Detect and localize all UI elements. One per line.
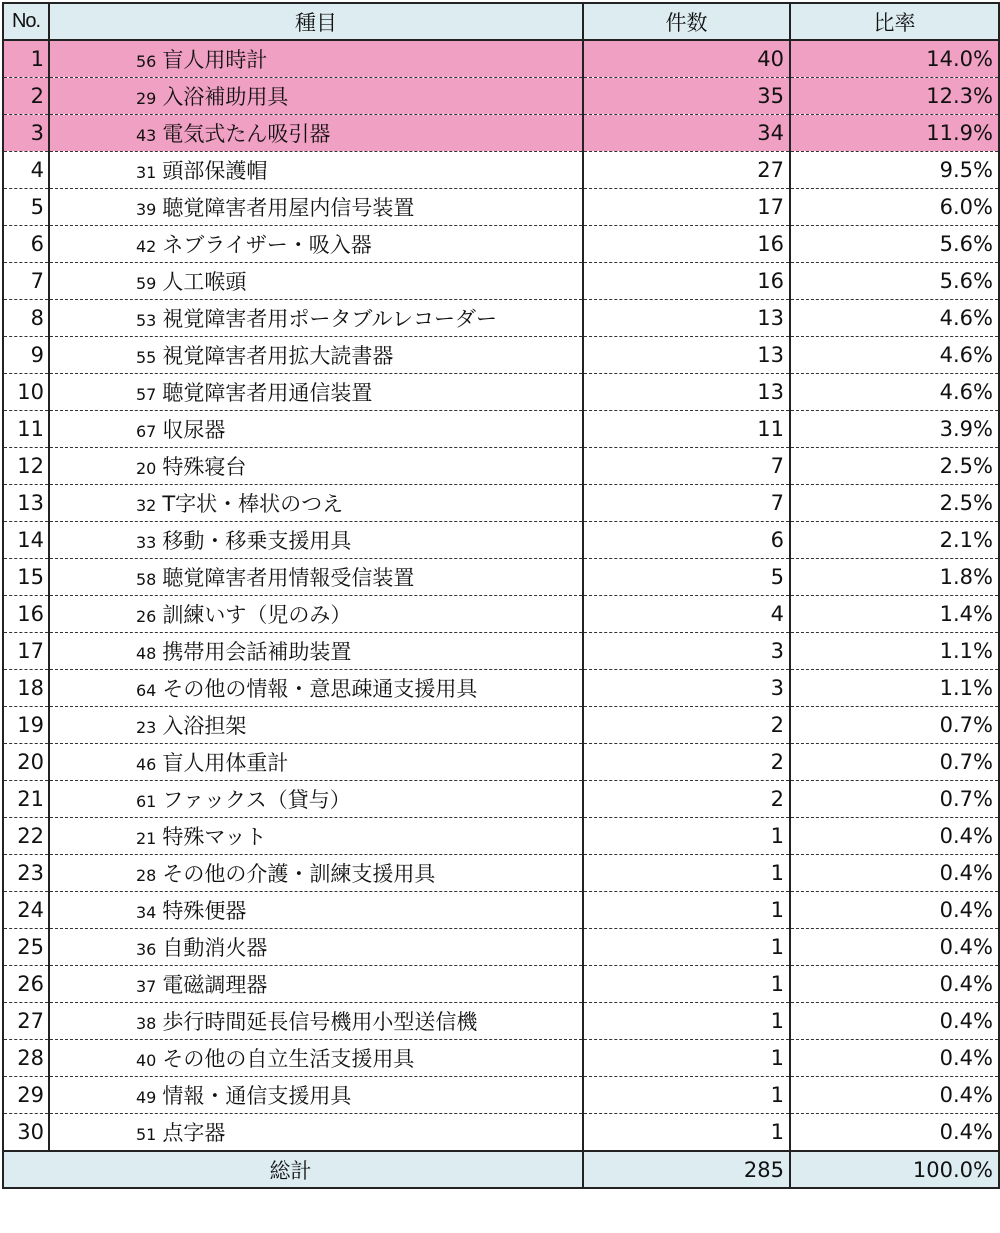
row-count: 7 [583,485,790,522]
row-item [49,1077,583,1114]
row-code: 58 [136,570,157,589]
row-count: 1 [583,855,790,892]
row-ratio: 0.4% [790,966,999,1003]
row-item [49,966,583,1003]
row-code: 28 [136,866,157,885]
table-row [3,855,999,892]
row-name: その他の介護・訓練支援用具 [162,862,436,886]
row-code: 61 [136,792,157,811]
row-name: 特殊寝台 [162,455,247,479]
row-name: T字状・棒状のつえ [162,492,344,516]
row-count: 40 [583,40,790,78]
row-code: 33 [136,533,157,552]
row-item [49,300,583,337]
row-no: 20 [3,744,49,781]
equipment-table [2,2,1000,1189]
row-no: 8 [3,300,49,337]
row-name: 自動消火器 [162,936,268,960]
row-no: 24 [3,892,49,929]
row-name: 収尿器 [162,418,226,442]
row-ratio: 12.3% [790,78,999,115]
row-code: 37 [136,977,157,996]
row-code: 26 [136,607,157,626]
row-ratio: 5.6% [790,263,999,300]
row-code: 21 [136,829,157,848]
header-count: 件数 [583,3,790,40]
row-ratio: 0.4% [790,1040,999,1077]
row-no: 18 [3,670,49,707]
row-no: 26 [3,966,49,1003]
row-ratio: 0.7% [790,744,999,781]
row-count: 1 [583,966,790,1003]
row-ratio: 4.6% [790,374,999,411]
row-count: 6 [583,522,790,559]
table-row [3,1040,999,1077]
row-code: 46 [136,755,157,774]
row-item [49,818,583,855]
row-ratio: 0.7% [790,707,999,744]
row-count: 2 [583,744,790,781]
row-item [49,374,583,411]
row-code: 32 [136,496,157,515]
table-row [3,1077,999,1114]
row-item [49,670,583,707]
row-ratio: 4.6% [790,337,999,374]
row-ratio: 1.1% [790,670,999,707]
table-row [3,1003,999,1040]
row-count: 2 [583,707,790,744]
table-row [3,929,999,966]
row-no: 14 [3,522,49,559]
row-code: 42 [136,237,157,256]
row-item [49,1003,583,1040]
row-name: その他の情報・意思疎通支援用具 [162,677,478,701]
row-code: 39 [136,200,157,219]
row-ratio: 14.0% [790,40,999,78]
row-code: 51 [136,1125,157,1144]
row-ratio: 5.6% [790,226,999,263]
row-no: 2 [3,78,49,115]
table-row [3,559,999,596]
row-count: 3 [583,670,790,707]
row-name: 点字器 [162,1121,226,1145]
row-count: 35 [583,78,790,115]
row-item [49,522,583,559]
row-count: 1 [583,1040,790,1077]
row-name: 歩行時間延長信号機用小型送信機 [162,1010,478,1034]
row-item [49,744,583,781]
table-row [3,300,999,337]
table-row [3,522,999,559]
row-ratio: 2.5% [790,448,999,485]
table-row [3,781,999,818]
row-name: 入浴補助用具 [162,85,289,109]
row-item [49,226,583,263]
row-code: 55 [136,348,157,367]
row-no: 1 [3,40,49,78]
row-no: 22 [3,818,49,855]
row-name: 聴覚障害者用情報受信装置 [162,566,415,590]
row-count: 1 [583,1003,790,1040]
row-count: 1 [583,929,790,966]
row-count: 16 [583,226,790,263]
table-row [3,78,999,115]
row-no: 5 [3,189,49,226]
total-ratio: 100.0% [790,1151,999,1188]
row-code: 20 [136,459,157,478]
row-code: 40 [136,1051,157,1070]
row-name: 情報・通信支援用具 [162,1084,352,1108]
row-ratio: 11.9% [790,115,999,152]
row-name: 視覚障害者用ポータブルレコーダー [162,307,497,331]
row-item [49,707,583,744]
row-no: 23 [3,855,49,892]
row-no: 16 [3,596,49,633]
row-code: 23 [136,718,157,737]
row-code: 34 [136,903,157,922]
table-row [3,744,999,781]
row-item [49,337,583,374]
row-item [49,855,583,892]
row-count: 4 [583,596,790,633]
table-row [3,485,999,522]
row-no: 7 [3,263,49,300]
table-row [3,263,999,300]
row-no: 27 [3,1003,49,1040]
table-row [3,670,999,707]
row-count: 5 [583,559,790,596]
row-item [49,633,583,670]
row-item [49,40,583,78]
row-name: ファックス（貸与） [162,788,351,812]
row-item [49,892,583,929]
row-item [49,1040,583,1077]
row-ratio: 4.6% [790,300,999,337]
row-ratio: 0.7% [790,781,999,818]
row-count: 13 [583,337,790,374]
row-code: 59 [136,274,157,293]
row-no: 13 [3,485,49,522]
header-row [3,3,999,40]
row-no: 12 [3,448,49,485]
row-ratio: 0.4% [790,892,999,929]
row-code: 67 [136,422,157,441]
row-ratio: 0.4% [790,1114,999,1152]
row-name: 視覚障害者用拡大読書器 [162,344,394,368]
total-label: 総計 [3,1151,583,1188]
row-ratio: 6.0% [790,189,999,226]
row-name: 聴覚障害者用屋内信号装置 [162,196,415,220]
row-item [49,448,583,485]
row-code: 48 [136,644,157,663]
table-row [3,115,999,152]
row-name: 特殊便器 [162,899,247,923]
table-row [3,448,999,485]
row-name: その他の自立生活支援用具 [162,1047,415,1071]
row-code: 36 [136,940,157,959]
row-ratio: 0.4% [790,818,999,855]
row-count: 1 [583,818,790,855]
row-no: 17 [3,633,49,670]
row-no: 10 [3,374,49,411]
row-name: ネブライザー・吸入器 [162,233,372,257]
table-row [3,337,999,374]
row-no: 4 [3,152,49,189]
table-row [3,966,999,1003]
total-row [3,1151,999,1188]
row-count: 3 [583,633,790,670]
row-no: 25 [3,929,49,966]
row-ratio: 0.4% [790,929,999,966]
table-row [3,226,999,263]
row-count: 34 [583,115,790,152]
row-ratio: 0.4% [790,1077,999,1114]
total-count: 285 [583,1151,790,1188]
row-name: 入浴担架 [162,714,247,738]
row-ratio: 1.4% [790,596,999,633]
row-name: 頭部保護帽 [162,159,268,183]
row-no: 11 [3,411,49,448]
row-name: 電磁調理器 [162,973,268,997]
row-name: 移動・移乗支援用具 [162,529,352,553]
table-row [3,152,999,189]
row-no: 15 [3,559,49,596]
row-code: 49 [136,1088,157,1107]
row-ratio: 3.9% [790,411,999,448]
row-no: 30 [3,1114,49,1152]
row-count: 16 [583,263,790,300]
row-name: 盲人用時計 [162,48,268,72]
row-ratio: 0.4% [790,855,999,892]
row-code: 43 [136,126,157,145]
row-count: 2 [583,781,790,818]
row-code: 29 [136,89,157,108]
row-ratio: 2.1% [790,522,999,559]
row-item [49,263,583,300]
table-row [3,596,999,633]
table-row [3,892,999,929]
row-no: 21 [3,781,49,818]
row-ratio: 2.5% [790,485,999,522]
table-row [3,633,999,670]
header-no: No. [3,3,49,40]
row-name: 人工喉頭 [162,270,247,294]
row-code: 53 [136,311,157,330]
row-code: 56 [136,52,157,71]
row-item [49,559,583,596]
row-item [49,115,583,152]
row-item [49,485,583,522]
row-item [49,929,583,966]
row-no: 9 [3,337,49,374]
row-count: 1 [583,1114,790,1152]
table-row [3,1114,999,1152]
row-code: 57 [136,385,157,404]
row-name: 電気式たん吸引器 [162,122,331,146]
row-count: 7 [583,448,790,485]
row-no: 29 [3,1077,49,1114]
row-ratio: 9.5% [790,152,999,189]
row-count: 27 [583,152,790,189]
row-item [49,152,583,189]
row-no: 3 [3,115,49,152]
row-count: 1 [583,892,790,929]
header-ratio: 比率 [790,3,999,40]
table-row [3,374,999,411]
row-no: 19 [3,707,49,744]
row-code: 38 [136,1014,157,1033]
row-ratio: 1.8% [790,559,999,596]
row-name: 携帯用会話補助装置 [162,640,352,664]
table-row [3,818,999,855]
row-count: 17 [583,189,790,226]
table-row [3,707,999,744]
row-item [49,78,583,115]
row-code: 64 [136,681,157,700]
row-code: 31 [136,163,157,182]
row-item [49,189,583,226]
row-no: 6 [3,226,49,263]
row-item [49,781,583,818]
row-name: 特殊マット [162,825,267,849]
header-name: 種目 [49,3,583,40]
row-name: 聴覚障害者用通信装置 [162,381,373,405]
row-ratio: 1.1% [790,633,999,670]
table-row [3,40,999,78]
row-item [49,411,583,448]
row-count: 13 [583,374,790,411]
row-item [49,1114,583,1152]
row-item [49,596,583,633]
row-count: 13 [583,300,790,337]
row-ratio: 0.4% [790,1003,999,1040]
row-count: 11 [583,411,790,448]
table-row [3,411,999,448]
row-count: 1 [583,1077,790,1114]
row-name: 盲人用体重計 [162,751,289,775]
row-no: 28 [3,1040,49,1077]
table-row [3,189,999,226]
row-name: 訓練いす（児のみ） [162,603,352,627]
